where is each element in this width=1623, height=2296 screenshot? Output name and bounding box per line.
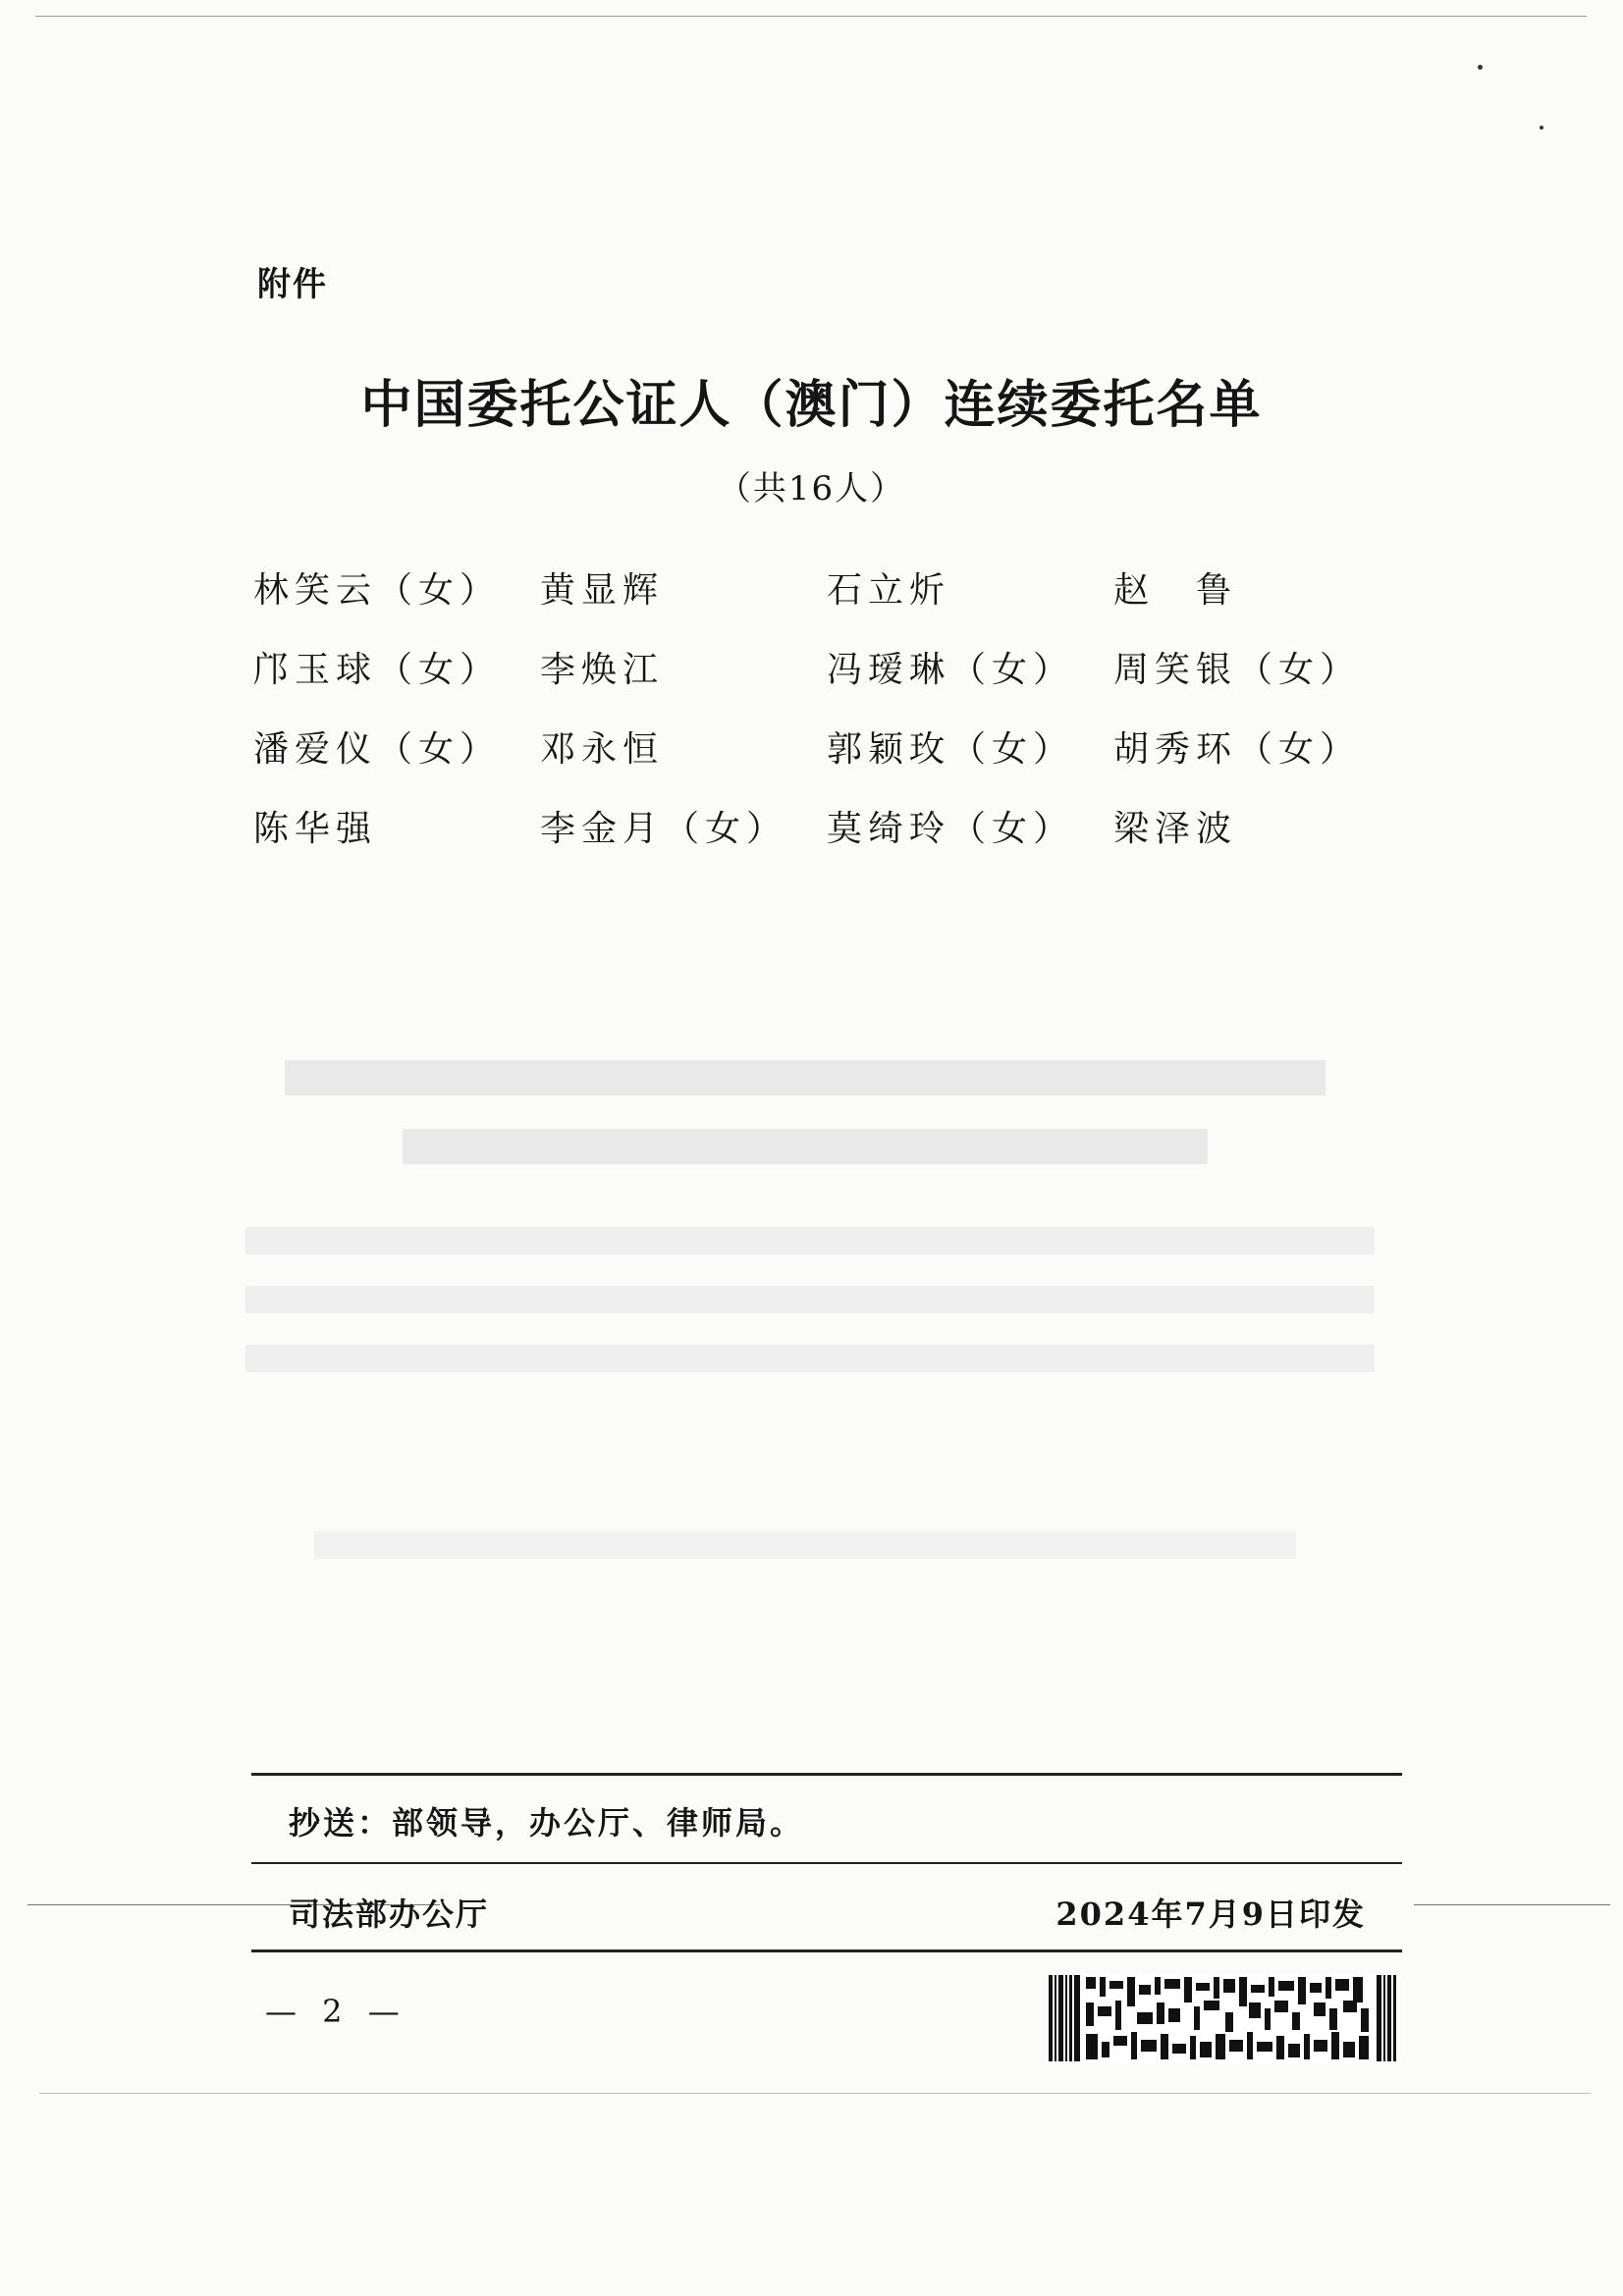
bleed-through-text bbox=[245, 1286, 1375, 1313]
scan-speck bbox=[1478, 65, 1483, 70]
bleed-through-text bbox=[245, 1345, 1375, 1372]
name-entry: 林笑云（女） bbox=[253, 570, 502, 611]
issue-date: 2024年7月9日印发 bbox=[1055, 1896, 1366, 1933]
name-entry: 莫绮玲（女） bbox=[827, 809, 1075, 849]
name-entry: 邓永恒 bbox=[540, 729, 665, 770]
scan-top-edge bbox=[35, 16, 1587, 17]
bleed-through-text bbox=[403, 1129, 1208, 1164]
attachment-label: 附件 bbox=[257, 265, 328, 304]
bleed-through-text bbox=[245, 1227, 1375, 1255]
name-entry: 胡秀环（女） bbox=[1113, 729, 1362, 770]
scan-bottom-edge bbox=[39, 2093, 1591, 2094]
name-entry: 陈华强 bbox=[253, 809, 378, 849]
footer-middle-rule bbox=[251, 1862, 1402, 1864]
name-entry: 邝玉球（女） bbox=[253, 650, 502, 690]
document-title: 中国委托公证人（澳门）连续委托名单 bbox=[360, 376, 1263, 435]
cc-recipients: 抄送：部领导，办公厅、律师局。 bbox=[289, 1804, 805, 1842]
name-entry: 郭颖玫（女） bbox=[827, 729, 1075, 770]
name-entry: 赵 鲁 bbox=[1113, 570, 1238, 611]
scan-speck bbox=[1540, 126, 1543, 130]
name-entry: 冯瑷琳（女） bbox=[827, 650, 1075, 690]
footer-bottom-rule bbox=[251, 1949, 1402, 1952]
name-entry: 周笑银（女） bbox=[1113, 650, 1362, 690]
bleed-through-text bbox=[314, 1531, 1296, 1559]
person-count: （共16人） bbox=[717, 469, 906, 508]
names-list bbox=[253, 571, 1392, 889]
footer-top-rule bbox=[251, 1773, 1402, 1776]
name-entry: 梁泽波 bbox=[1113, 809, 1238, 849]
scan-right-edge bbox=[1414, 1904, 1610, 1905]
bleed-through-text bbox=[285, 1060, 1325, 1095]
name-entry: 潘爱仪（女） bbox=[253, 729, 502, 770]
name-entry: 李焕江 bbox=[540, 650, 665, 690]
page-number: — 2 — bbox=[265, 1993, 407, 2030]
name-entry: 李金月（女） bbox=[540, 809, 788, 849]
barcode-image bbox=[1047, 1973, 1400, 2063]
name-entry: 石立炘 bbox=[827, 570, 951, 611]
name-entry: 黄显辉 bbox=[540, 570, 665, 611]
issuing-office: 司法部办公厅 bbox=[289, 1896, 490, 1933]
